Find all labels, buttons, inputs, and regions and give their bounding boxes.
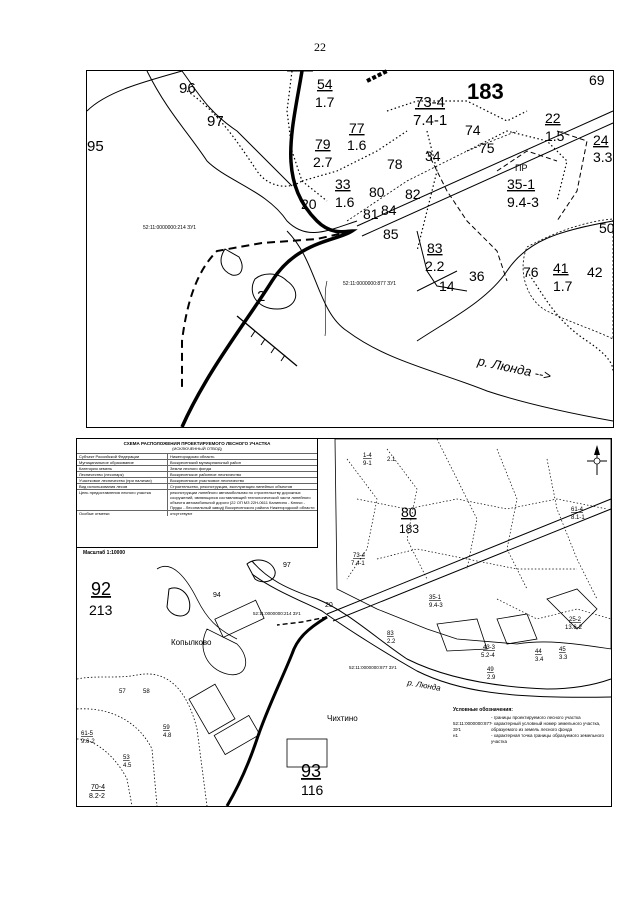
label-13-6-2: 13.6-2 (565, 625, 583, 631)
block-213: 213 (89, 602, 113, 618)
label-82: 82 (405, 186, 421, 202)
place-kopylkovo: Копылково (171, 638, 212, 647)
info-key: Категория земель (77, 466, 168, 471)
top-map-canvas (87, 71, 613, 427)
info-row (77, 510, 317, 516)
label-1-5: 1.5 (545, 128, 565, 144)
label-7-4-1: 7.4-1 (351, 561, 365, 567)
label-61-5: 61-5 (81, 731, 94, 737)
label-7-4-1: 7.4-1 (413, 112, 448, 129)
label-35-1: 35-1 (507, 176, 536, 192)
info-row (77, 489, 317, 510)
label-20: 20 (301, 196, 317, 212)
info-row (77, 465, 317, 471)
info-value: Нижегородская область (170, 454, 215, 459)
info-key: Особые отметки (77, 511, 168, 516)
label-97: 97 (207, 113, 224, 130)
label-58: 58 (143, 689, 150, 695)
legend-text: - границы проектируемого лесного участка (491, 715, 581, 720)
label-20: 20 (325, 602, 333, 609)
label-57: 57 (119, 689, 126, 695)
label-69: 69 (589, 72, 605, 88)
legend-symbol: 52:11:0000000:877 ЗУ1 (453, 721, 492, 732)
label-84: 84 (381, 202, 397, 218)
label-3-3: 3.3 (593, 149, 613, 165)
label-45: 45 (559, 647, 566, 653)
legend-symbol: н1 (453, 733, 458, 738)
label-1-7-b: 1.7 (553, 278, 573, 294)
map-legend (453, 707, 609, 745)
label-35-1: 35-1 (429, 595, 442, 601)
label-80: 80 (369, 184, 385, 200)
label-36: 36 (469, 268, 485, 284)
cadastral-number-1: 52:11:0000000:214 ЗУ1 (253, 611, 301, 616)
river-label: р. Люнда --> (476, 353, 553, 384)
label-8-1-1: 8.1-1 (571, 515, 585, 521)
top-map-fragment (86, 70, 614, 428)
label-9-6-2: 9.6-2 (81, 739, 95, 745)
map-scale: Масштаб 1:10000 (83, 550, 126, 556)
info-value: отсутствуют (170, 511, 193, 516)
block-92: 92 (91, 579, 112, 599)
scheme-title: СХЕМА РАСПОЛОЖЕНИЯ ПРОЕКТИРУЕМОГО ЛЕСНОГО УЧАСТКА (123, 441, 271, 446)
label-94: 94 (213, 592, 221, 599)
label-53: 53 (123, 755, 130, 761)
info-value: Воскресенское районное лесничество (170, 472, 242, 477)
label-34: 34 (425, 148, 441, 164)
label-33: 33 (335, 176, 351, 192)
label-59: 59 (163, 725, 170, 731)
info-value: Строительство, реконструкция, эксплуатация линейных объектов (170, 484, 293, 489)
label-2-2: 2.2 (425, 258, 445, 274)
label-85: 85 (383, 226, 399, 242)
label-97: 97 (283, 562, 291, 569)
label-54: 54 (317, 76, 333, 92)
label-49: 49 (487, 667, 494, 673)
info-key: Субъект Российской Федерации (77, 454, 168, 459)
label-14: 14 (439, 278, 455, 294)
label-1-6-b: 1.6 (335, 194, 355, 210)
label-22: 22 (545, 110, 561, 126)
label-83: 83 (427, 240, 443, 256)
info-key: Цель предоставления лесного участка (77, 490, 168, 510)
label-24: 24 (593, 132, 609, 148)
label-2-2: 2.2 (387, 639, 396, 645)
label-3-3: 3.3 (559, 655, 568, 661)
block-80: 80 (401, 504, 417, 520)
river-label: р. Люнда (406, 678, 442, 693)
info-key: Вид использования лесов (77, 484, 168, 489)
label-73-4: 73-4 (415, 94, 446, 111)
info-row (77, 477, 317, 483)
info-row (77, 483, 317, 489)
info-value: реконструкции линейного автомобильная по строительству дорожных сооружений, являющихся составляющей технологической части линейного объекта автомобильной дороги (22 ОП МЗ 22Н-0611 Калинино - Ключи - Пруды - Лесопильный завод) Воскресенского района Нижегородской области (170, 490, 315, 510)
label-74: 74 (465, 122, 481, 138)
label-78: 78 (387, 156, 403, 172)
label-81: 81 (363, 206, 379, 222)
info-value: Воскресенский муниципальный район (170, 460, 241, 465)
legend-text: - характерный условный номер земельного участка, образуемого из земель лесного фонда (491, 721, 601, 732)
label-183: 183 (467, 79, 504, 104)
scheme-info-table (77, 439, 318, 548)
label-3-4: 3.4 (535, 657, 544, 663)
label-83: 83 (387, 631, 394, 637)
block-93: 93 (301, 761, 322, 781)
label-9-4-3: 9.4-3 (507, 194, 539, 210)
label-2-7: 2.7 (313, 154, 333, 170)
cadastral-number-2: 52:11:0000000:877 ЗУ1 (349, 665, 397, 670)
label-42: 42 (587, 264, 603, 280)
label-9-1: 9-1 (363, 461, 372, 467)
label-43-3: 43-3 (483, 645, 496, 651)
label-8-2-2: 8.2-2 (89, 793, 105, 800)
label-pr: ПР (515, 163, 528, 173)
label-73-4: 73-4 (353, 553, 366, 559)
info-value: Земли лесного фонда (170, 466, 212, 471)
info-key: Лесничество (лесопарк) (77, 472, 168, 477)
label-4-8: 4.8 (163, 733, 172, 739)
north-arrow-icon (587, 445, 607, 475)
info-row (77, 459, 317, 465)
label-1-4: 1-4 (363, 453, 372, 459)
label-50: 50 (599, 220, 615, 236)
label-95: 95 (87, 138, 104, 155)
label-61-4: 61-4 (571, 507, 584, 513)
label-25-2: 25-2 (569, 617, 582, 623)
label-9-4-3: 9.4-3 (429, 603, 443, 609)
label-2: 2 (257, 288, 266, 305)
label-5-2-4: 5.2-4 (481, 653, 495, 659)
cadastral-number-1: 52:11:0000000:214 ЗУ1 (143, 225, 197, 231)
label-44: 44 (535, 649, 542, 655)
label-79: 79 (315, 136, 331, 152)
info-row (77, 471, 317, 477)
bottom-map-scheme (76, 438, 612, 807)
info-key: Муниципальное образование (77, 460, 168, 465)
block-116: 116 (301, 782, 324, 798)
label-1-6-a: 1.6 (347, 137, 367, 153)
info-row (77, 453, 317, 459)
label-2-9: 2.9 (487, 675, 496, 681)
scheme-subtitle: (ИСКЛЮЧЕННЫЙ ОТВОД) (172, 446, 222, 451)
legend-item (453, 721, 609, 733)
label-76: 76 (523, 264, 539, 280)
legend-item (453, 733, 609, 745)
label-1-7: 1.7 (315, 94, 335, 110)
label-70-4: 70-4 (91, 784, 106, 791)
legend-title: Условные обозначения: (453, 707, 513, 713)
cadastral-number-2: 52:11:0000000:877 ЗУ1 (343, 281, 397, 287)
label-41: 41 (553, 260, 569, 276)
info-value: Воскресенское участковое лесничество (170, 478, 245, 483)
label-77: 77 (349, 120, 365, 136)
label-75: 75 (479, 140, 495, 156)
label-4-5: 4.5 (123, 763, 132, 769)
label-96: 96 (179, 80, 196, 97)
page-number: 22 (314, 40, 326, 54)
label-2-1: 2.1 (387, 457, 396, 463)
block-183: 183 (399, 522, 420, 536)
place-chikhtino: Чихтино (327, 714, 358, 723)
legend-text: - характерная точка границы образуемого земельного участка (491, 733, 605, 744)
info-key: Участковое лесничество (при наличии) (77, 478, 168, 483)
